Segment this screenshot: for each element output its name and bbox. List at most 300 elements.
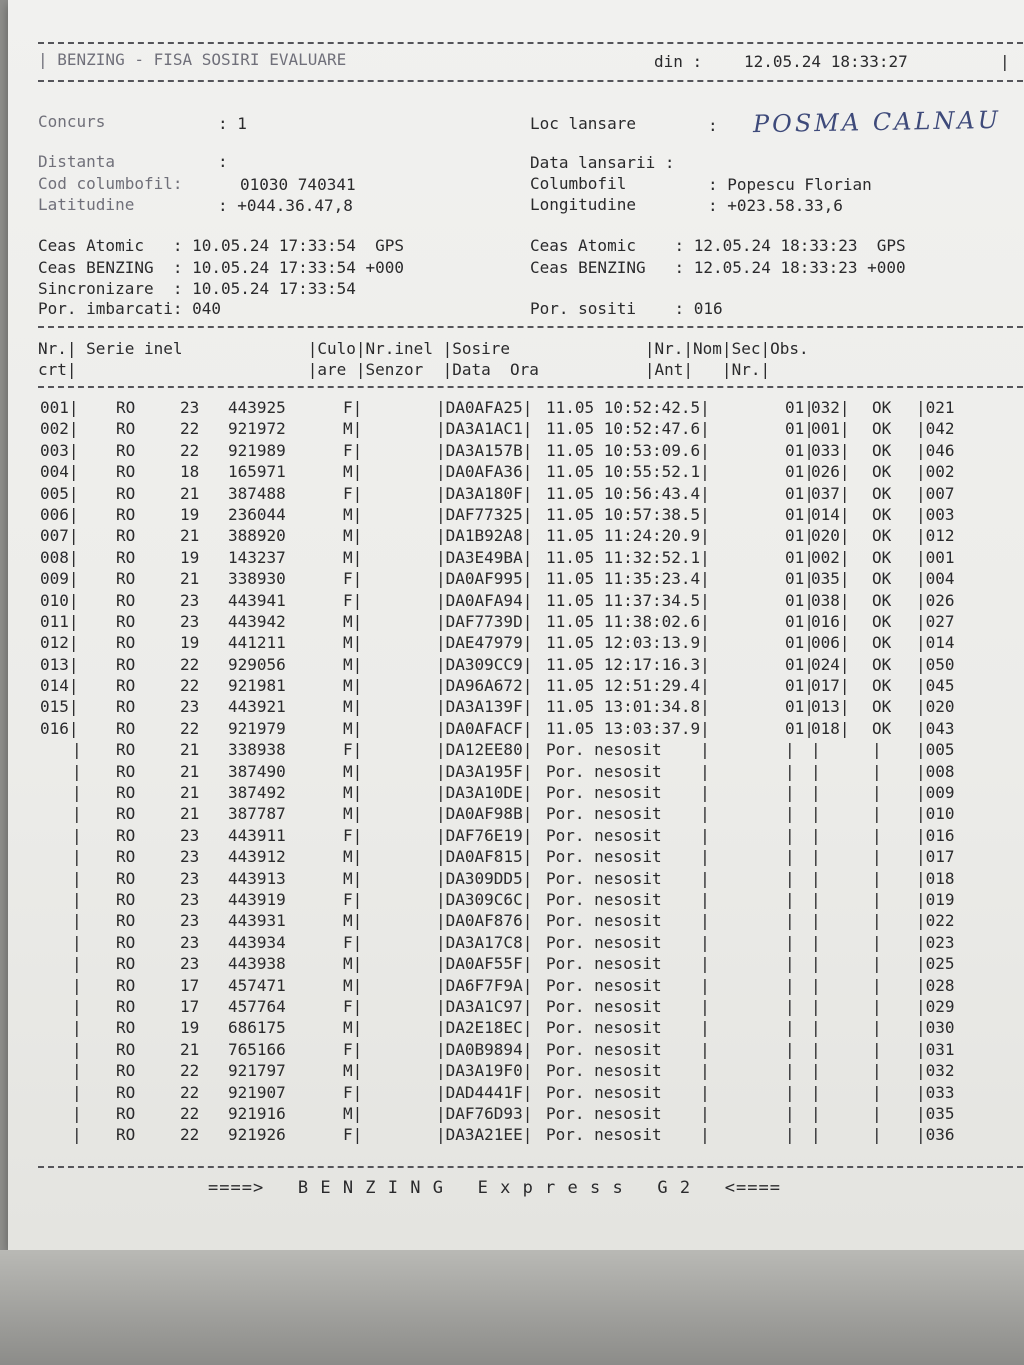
sensor-id: |DA2E18EC| [436, 1018, 533, 1038]
country-code: RO [116, 547, 136, 567]
ring-number: 387787 [228, 804, 286, 824]
antenna: 01| [785, 526, 814, 546]
concurs-label: Concurs [38, 112, 106, 131]
concurs-value: : 1 [218, 114, 247, 133]
row-number: | [72, 1018, 82, 1038]
ring-year: 23 [180, 868, 200, 888]
sensor-id: |DA0AF55F| [436, 954, 533, 974]
sex: M| [343, 697, 363, 717]
ring-year: 19 [180, 633, 200, 653]
row-number: 007| [40, 526, 79, 546]
ring-number: 443913 [228, 868, 286, 888]
antenna: | [785, 996, 795, 1016]
arrival-time: Por. nesosit | [546, 1061, 710, 1081]
observation: |026 [916, 590, 955, 610]
sex: F| [343, 483, 363, 503]
row-number: | [72, 740, 82, 760]
sensor-id: |DAF76D93| [436, 1103, 533, 1123]
row-number: | [72, 761, 82, 781]
sensor-id: |DA3A139F| [436, 697, 533, 717]
row-number: | [72, 889, 82, 909]
country-code: RO [116, 1039, 136, 1059]
arrival-time: Por. nesosit | [546, 804, 710, 824]
country-code: RO [116, 825, 136, 845]
sex: M| [343, 419, 363, 439]
security: OK [872, 483, 892, 503]
observation: |042 [916, 419, 955, 439]
row-number: 004| [40, 462, 79, 482]
sensor-id: |DA1B92A8| [436, 526, 533, 546]
observation: |009 [916, 783, 955, 803]
arrival-time: Por. nesosit | [546, 996, 710, 1016]
observation: |001 [916, 547, 955, 567]
nominal: | [811, 1103, 821, 1123]
observation: |005 [916, 740, 955, 760]
row-number: | [72, 1039, 82, 1059]
ring-year: 21 [180, 483, 200, 503]
arrival-time: 11.05 10:53:09.6| [546, 440, 710, 460]
security: | [872, 847, 882, 867]
sex: M| [343, 1103, 363, 1123]
ring-number: 443941 [228, 590, 286, 610]
country-code: RO [116, 483, 136, 503]
row-number: 001| [40, 398, 79, 417]
arrival-time: Por. nesosit | [546, 932, 710, 952]
observation: |045 [916, 676, 955, 696]
row-number: 005| [40, 483, 79, 503]
sensor-id: |DA3E49BA| [436, 547, 533, 567]
security: | [872, 825, 882, 845]
arrival-time: 11.05 12:51:29.4| [546, 676, 710, 696]
ring-year: 19 [180, 504, 200, 524]
arrival-time: Por. nesosit | [546, 1103, 710, 1123]
security: | [872, 954, 882, 974]
ring-year: 22 [180, 1103, 200, 1123]
ring-year: 22 [180, 654, 200, 674]
sensor-id: |DAE47979| [436, 633, 533, 653]
security: | [872, 1018, 882, 1038]
arrival-time: Por. nesosit | [546, 740, 710, 760]
country-code: RO [116, 611, 136, 631]
sex: M| [343, 761, 363, 781]
security: | [872, 804, 882, 824]
antenna: 01| [785, 483, 814, 503]
din-label: din : [654, 52, 703, 71]
security: OK [872, 440, 892, 460]
cod-value: 01030 740341 [240, 175, 356, 194]
cod-label: Cod columbofil: [38, 174, 183, 193]
country-code: RO [116, 996, 136, 1016]
observation: |008 [916, 761, 955, 781]
sex: F| [343, 889, 363, 909]
observation: |050 [916, 654, 955, 674]
row-number: | [72, 1125, 82, 1145]
country-code: RO [116, 761, 136, 781]
ring-year: 22 [180, 676, 200, 696]
antenna: | [785, 804, 795, 824]
sensor-id: |DA309C6C| [436, 889, 533, 909]
sensor-id: |DA0AF876| [436, 911, 533, 931]
antenna: | [785, 1018, 795, 1038]
columbofil-label: Columbofil [530, 174, 627, 193]
ring-number: 338930 [228, 569, 286, 589]
sex: F| [343, 740, 363, 760]
sex: M| [343, 462, 363, 482]
porumbei-imbarcati: Por. imbarcati: 040 [38, 299, 222, 318]
nominal: | [811, 1061, 821, 1081]
ring-year: 23 [180, 954, 200, 974]
ring-number: 441211 [228, 633, 286, 653]
nominal: 018| [811, 718, 850, 738]
antenna: | [785, 1082, 795, 1102]
loc-lansare-label: Loc lansare [530, 114, 636, 133]
sensor-id: |DA3A10DE| [436, 783, 533, 803]
row-number: | [72, 975, 82, 995]
ring-year: 21 [180, 783, 200, 803]
observation: |046 [916, 440, 955, 460]
sensor-id: |DA309DD5| [436, 868, 533, 888]
columbofil-value: : Popescu Florian [708, 175, 872, 194]
country-code: RO [116, 1018, 136, 1038]
security: OK [872, 718, 892, 738]
ring-number: 921972 [228, 419, 286, 439]
distanta-label: Distanta [38, 152, 116, 171]
row-number: 009| [40, 569, 79, 589]
security: OK [872, 654, 892, 674]
country-code: RO [116, 932, 136, 952]
arrival-time: Por. nesosit | [546, 1039, 710, 1059]
country-code: RO [116, 398, 136, 417]
latitudine-value: : +044.36.47,8 [218, 196, 353, 215]
sensor-id: |DAF77325| [436, 504, 533, 524]
longitudine-label: Longitudine [530, 195, 636, 214]
sex: F| [343, 398, 363, 417]
country-code: RO [116, 504, 136, 524]
ring-year: 23 [180, 590, 200, 610]
sex: F| [343, 590, 363, 610]
sensor-id: |DA3A157B| [436, 440, 533, 460]
longitudine-value: : +023.58.33,6 [708, 196, 843, 215]
ring-number: 921907 [228, 1082, 286, 1102]
ring-number: 387490 [228, 761, 286, 781]
antenna: 01| [785, 654, 814, 674]
ring-year: 21 [180, 761, 200, 781]
antenna: 01| [785, 633, 814, 653]
sex: F| [343, 440, 363, 460]
security: | [872, 1061, 882, 1081]
sensor-id: |DA12EE80| [436, 740, 533, 760]
security: OK [872, 590, 892, 610]
antenna: | [785, 911, 795, 931]
sex: M| [343, 504, 363, 524]
observation: |035 [916, 1103, 955, 1123]
observation: |023 [916, 932, 955, 952]
nominal: 020| [811, 526, 850, 546]
security: | [872, 889, 882, 909]
sex: M| [343, 975, 363, 995]
antenna: | [785, 868, 795, 888]
sensor-id: |DA0AFA36| [436, 462, 533, 482]
ring-number: 921981 [228, 676, 286, 696]
sensor-id: |DAD4441F| [436, 1082, 533, 1102]
nominal: | [811, 783, 821, 803]
ring-number: 765166 [228, 1039, 286, 1059]
ring-year: 22 [180, 1061, 200, 1081]
sex: M| [343, 654, 363, 674]
arrival-time: 11.05 13:01:34.8| [546, 697, 710, 717]
row-number: | [72, 1061, 82, 1081]
row-number: | [72, 911, 82, 931]
country-code: RO [116, 804, 136, 824]
nominal: 033| [811, 440, 850, 460]
sex: F| [343, 932, 363, 952]
sincronizare: Sincronizare : 10.05.24 17:33:54 [38, 279, 356, 298]
antenna: | [785, 954, 795, 974]
sex: M| [343, 1018, 363, 1038]
ring-number: 921979 [228, 718, 286, 738]
security: OK [872, 569, 892, 589]
observation: |020 [916, 697, 955, 717]
row-number: 010| [40, 590, 79, 610]
country-code: RO [116, 783, 136, 803]
country-code: RO [116, 889, 136, 909]
ring-year: 22 [180, 718, 200, 738]
observation: |018 [916, 868, 955, 888]
security: OK [872, 676, 892, 696]
nominal: | [811, 911, 821, 931]
sensor-id: |DA0B9894| [436, 1039, 533, 1059]
arrival-time: 11.05 10:55:52.1| [546, 462, 710, 482]
sensor-id: |DA96A672| [436, 676, 533, 696]
ring-year: 22 [180, 1125, 200, 1145]
loc-lansare-handwritten: POSMA CALNAU [752, 105, 1002, 139]
arrival-time: Por. nesosit | [546, 868, 710, 888]
observation: |028 [916, 975, 955, 995]
country-code: RO [116, 654, 136, 674]
ring-number: 443925 [228, 398, 286, 417]
ring-year: 19 [180, 1018, 200, 1038]
country-code: RO [116, 847, 136, 867]
latitudine-label: Latitudine [38, 195, 135, 214]
country-code: RO [116, 1082, 136, 1102]
observation: |017 [916, 847, 955, 867]
arrival-time: 11.05 11:38:02.6| [546, 611, 710, 631]
arrival-time: Por. nesosit | [546, 911, 710, 931]
nominal: 017| [811, 676, 850, 696]
nominal: | [811, 975, 821, 995]
sex: M| [343, 1061, 363, 1081]
antenna: 01| [785, 462, 814, 482]
antenna: 01| [785, 611, 814, 631]
sensor-id: |DA0AF815| [436, 847, 533, 867]
sex: F| [343, 1039, 363, 1059]
country-code: RO [116, 462, 136, 482]
antenna: 01| [785, 590, 814, 610]
security: OK [872, 526, 892, 546]
ring-year: 21 [180, 740, 200, 760]
footer-banner: ====> B E N Z I N G E x p r e s s G 2 <==== [208, 1178, 781, 1198]
arrival-time: 11.05 10:56:43.4| [546, 483, 710, 503]
nominal: | [811, 889, 821, 909]
observation: |030 [916, 1018, 955, 1038]
ring-year: 23 [180, 398, 200, 417]
security: OK [872, 398, 892, 417]
ring-year: 23 [180, 889, 200, 909]
nominal: | [811, 1018, 821, 1038]
ring-year: 18 [180, 462, 200, 482]
country-code: RO [116, 975, 136, 995]
observation: |007 [916, 483, 955, 503]
sex: F| [343, 825, 363, 845]
antenna: | [785, 740, 795, 760]
country-code: RO [116, 911, 136, 931]
row-number: 011| [40, 611, 79, 631]
ring-number: 388920 [228, 526, 286, 546]
sensor-id: |DA6F7F9A| [436, 975, 533, 995]
security: OK [872, 547, 892, 567]
sensor-id: |DA0AF98B| [436, 804, 533, 824]
ring-number: 443921 [228, 697, 286, 717]
country-code: RO [116, 1061, 136, 1081]
arrival-time: Por. nesosit | [546, 1082, 710, 1102]
sex: M| [343, 718, 363, 738]
observation: |002 [916, 462, 955, 482]
distanta-sep: : [218, 152, 228, 171]
observation: |025 [916, 954, 955, 974]
ceas-atomic-start: Ceas Atomic : 10.05.24 17:33:54 GPS [38, 236, 405, 255]
ring-number: 457764 [228, 996, 286, 1016]
security: | [872, 1103, 882, 1123]
ring-number: 443912 [228, 847, 286, 867]
sex: M| [343, 954, 363, 974]
sex: M| [343, 804, 363, 824]
observation: |021 [916, 398, 955, 417]
ring-year: 23 [180, 611, 200, 631]
antenna: | [785, 1039, 795, 1059]
row-number: | [72, 996, 82, 1016]
ring-year: 23 [180, 825, 200, 845]
nominal: 038| [811, 590, 850, 610]
arrival-time: Por. nesosit | [546, 954, 710, 974]
security: OK [872, 504, 892, 524]
sex: M| [343, 611, 363, 631]
arrival-time: 11.05 10:52:42.5| [546, 398, 710, 417]
nominal: 037| [811, 483, 850, 503]
observation: |027 [916, 611, 955, 631]
nominal: | [811, 996, 821, 1016]
antenna: | [785, 783, 795, 803]
row-number: | [72, 1082, 82, 1102]
ring-number: 921989 [228, 440, 286, 460]
nominal: | [811, 825, 821, 845]
ring-number: 443911 [228, 825, 286, 845]
ring-number: 443938 [228, 954, 286, 974]
ring-number: 443931 [228, 911, 286, 931]
printout-sheet [8, 0, 1024, 1250]
nominal: | [811, 954, 821, 974]
antenna: | [785, 932, 795, 952]
country-code: RO [116, 1125, 136, 1145]
nominal: 032| [811, 398, 850, 417]
country-code: RO [116, 526, 136, 546]
sex: M| [343, 783, 363, 803]
table-header-row-1: Nr.| Serie inel |Culo|Nr.inel |Sosire |Nr.|Nom|Sec|Obs. [38, 339, 809, 358]
sensor-id: |DA3A21EE| [436, 1125, 533, 1145]
sensor-id: |DAF76E19| [436, 825, 533, 845]
antenna: 01| [785, 504, 814, 524]
sex: F| [343, 1125, 363, 1145]
sensor-id: |DA0AF995| [436, 569, 533, 589]
sensor-id: |DA3A195F| [436, 761, 533, 781]
antenna: | [785, 825, 795, 845]
sex: F| [343, 569, 363, 589]
ring-number: 443919 [228, 889, 286, 909]
ceas-benzing-start: Ceas BENZING : 10.05.24 17:33:54 +000 [38, 258, 405, 277]
porumbei-sositi: Por. sositi : 016 [530, 299, 723, 318]
sex: M| [343, 676, 363, 696]
antenna: | [785, 1061, 795, 1081]
sex: M| [343, 847, 363, 867]
sensor-id: |DA3A17C8| [436, 932, 533, 952]
printed-at: 12.05.24 18:33:27 [744, 52, 908, 71]
document-title: | BENZING - FISA SOSIRI EVALUARE [38, 50, 347, 69]
top-rule [38, 42, 1023, 44]
security: | [872, 975, 882, 995]
arrival-time: Por. nesosit | [546, 761, 710, 781]
sensor-id: |DAF7739D| [436, 611, 533, 631]
ring-year: 22 [180, 419, 200, 439]
ring-year: 17 [180, 975, 200, 995]
observation: |019 [916, 889, 955, 909]
row-number: 013| [40, 654, 79, 674]
nominal: 014| [811, 504, 850, 524]
country-code: RO [116, 1103, 136, 1123]
ring-number: 686175 [228, 1018, 286, 1038]
title-right-bar: | [1000, 52, 1010, 71]
antenna: | [785, 1103, 795, 1123]
nominal: 002| [811, 547, 850, 567]
arrival-time: 11.05 11:32:52.1| [546, 547, 710, 567]
security: | [872, 740, 882, 760]
security: | [872, 932, 882, 952]
antenna: | [785, 847, 795, 867]
background-surface [0, 1250, 1024, 1365]
data-lansarii-label: Data lansarii : [530, 153, 675, 172]
ring-year: 21 [180, 569, 200, 589]
sensor-id: |DA3A1AC1| [436, 419, 533, 439]
country-code: RO [116, 590, 136, 610]
security: OK [872, 633, 892, 653]
row-number: 016| [40, 718, 79, 738]
nominal: 013| [811, 697, 850, 717]
ceas-atomic-end: Ceas Atomic : 12.05.24 18:33:23 GPS [530, 236, 906, 255]
ring-number: 338938 [228, 740, 286, 760]
nominal: 035| [811, 569, 850, 589]
arrival-time: 11.05 11:37:34.5| [546, 590, 710, 610]
sex: M| [343, 868, 363, 888]
security: OK [872, 611, 892, 631]
antenna: | [785, 761, 795, 781]
row-number: 015| [40, 697, 79, 717]
ring-year: 23 [180, 847, 200, 867]
arrival-time: 11.05 12:03:13.9| [546, 633, 710, 653]
arrival-time: 11.05 10:52:47.6| [546, 419, 710, 439]
table-header-rule [38, 386, 1023, 388]
nominal: 024| [811, 654, 850, 674]
security: | [872, 1082, 882, 1102]
ring-number: 921916 [228, 1103, 286, 1123]
nominal: 006| [811, 633, 850, 653]
